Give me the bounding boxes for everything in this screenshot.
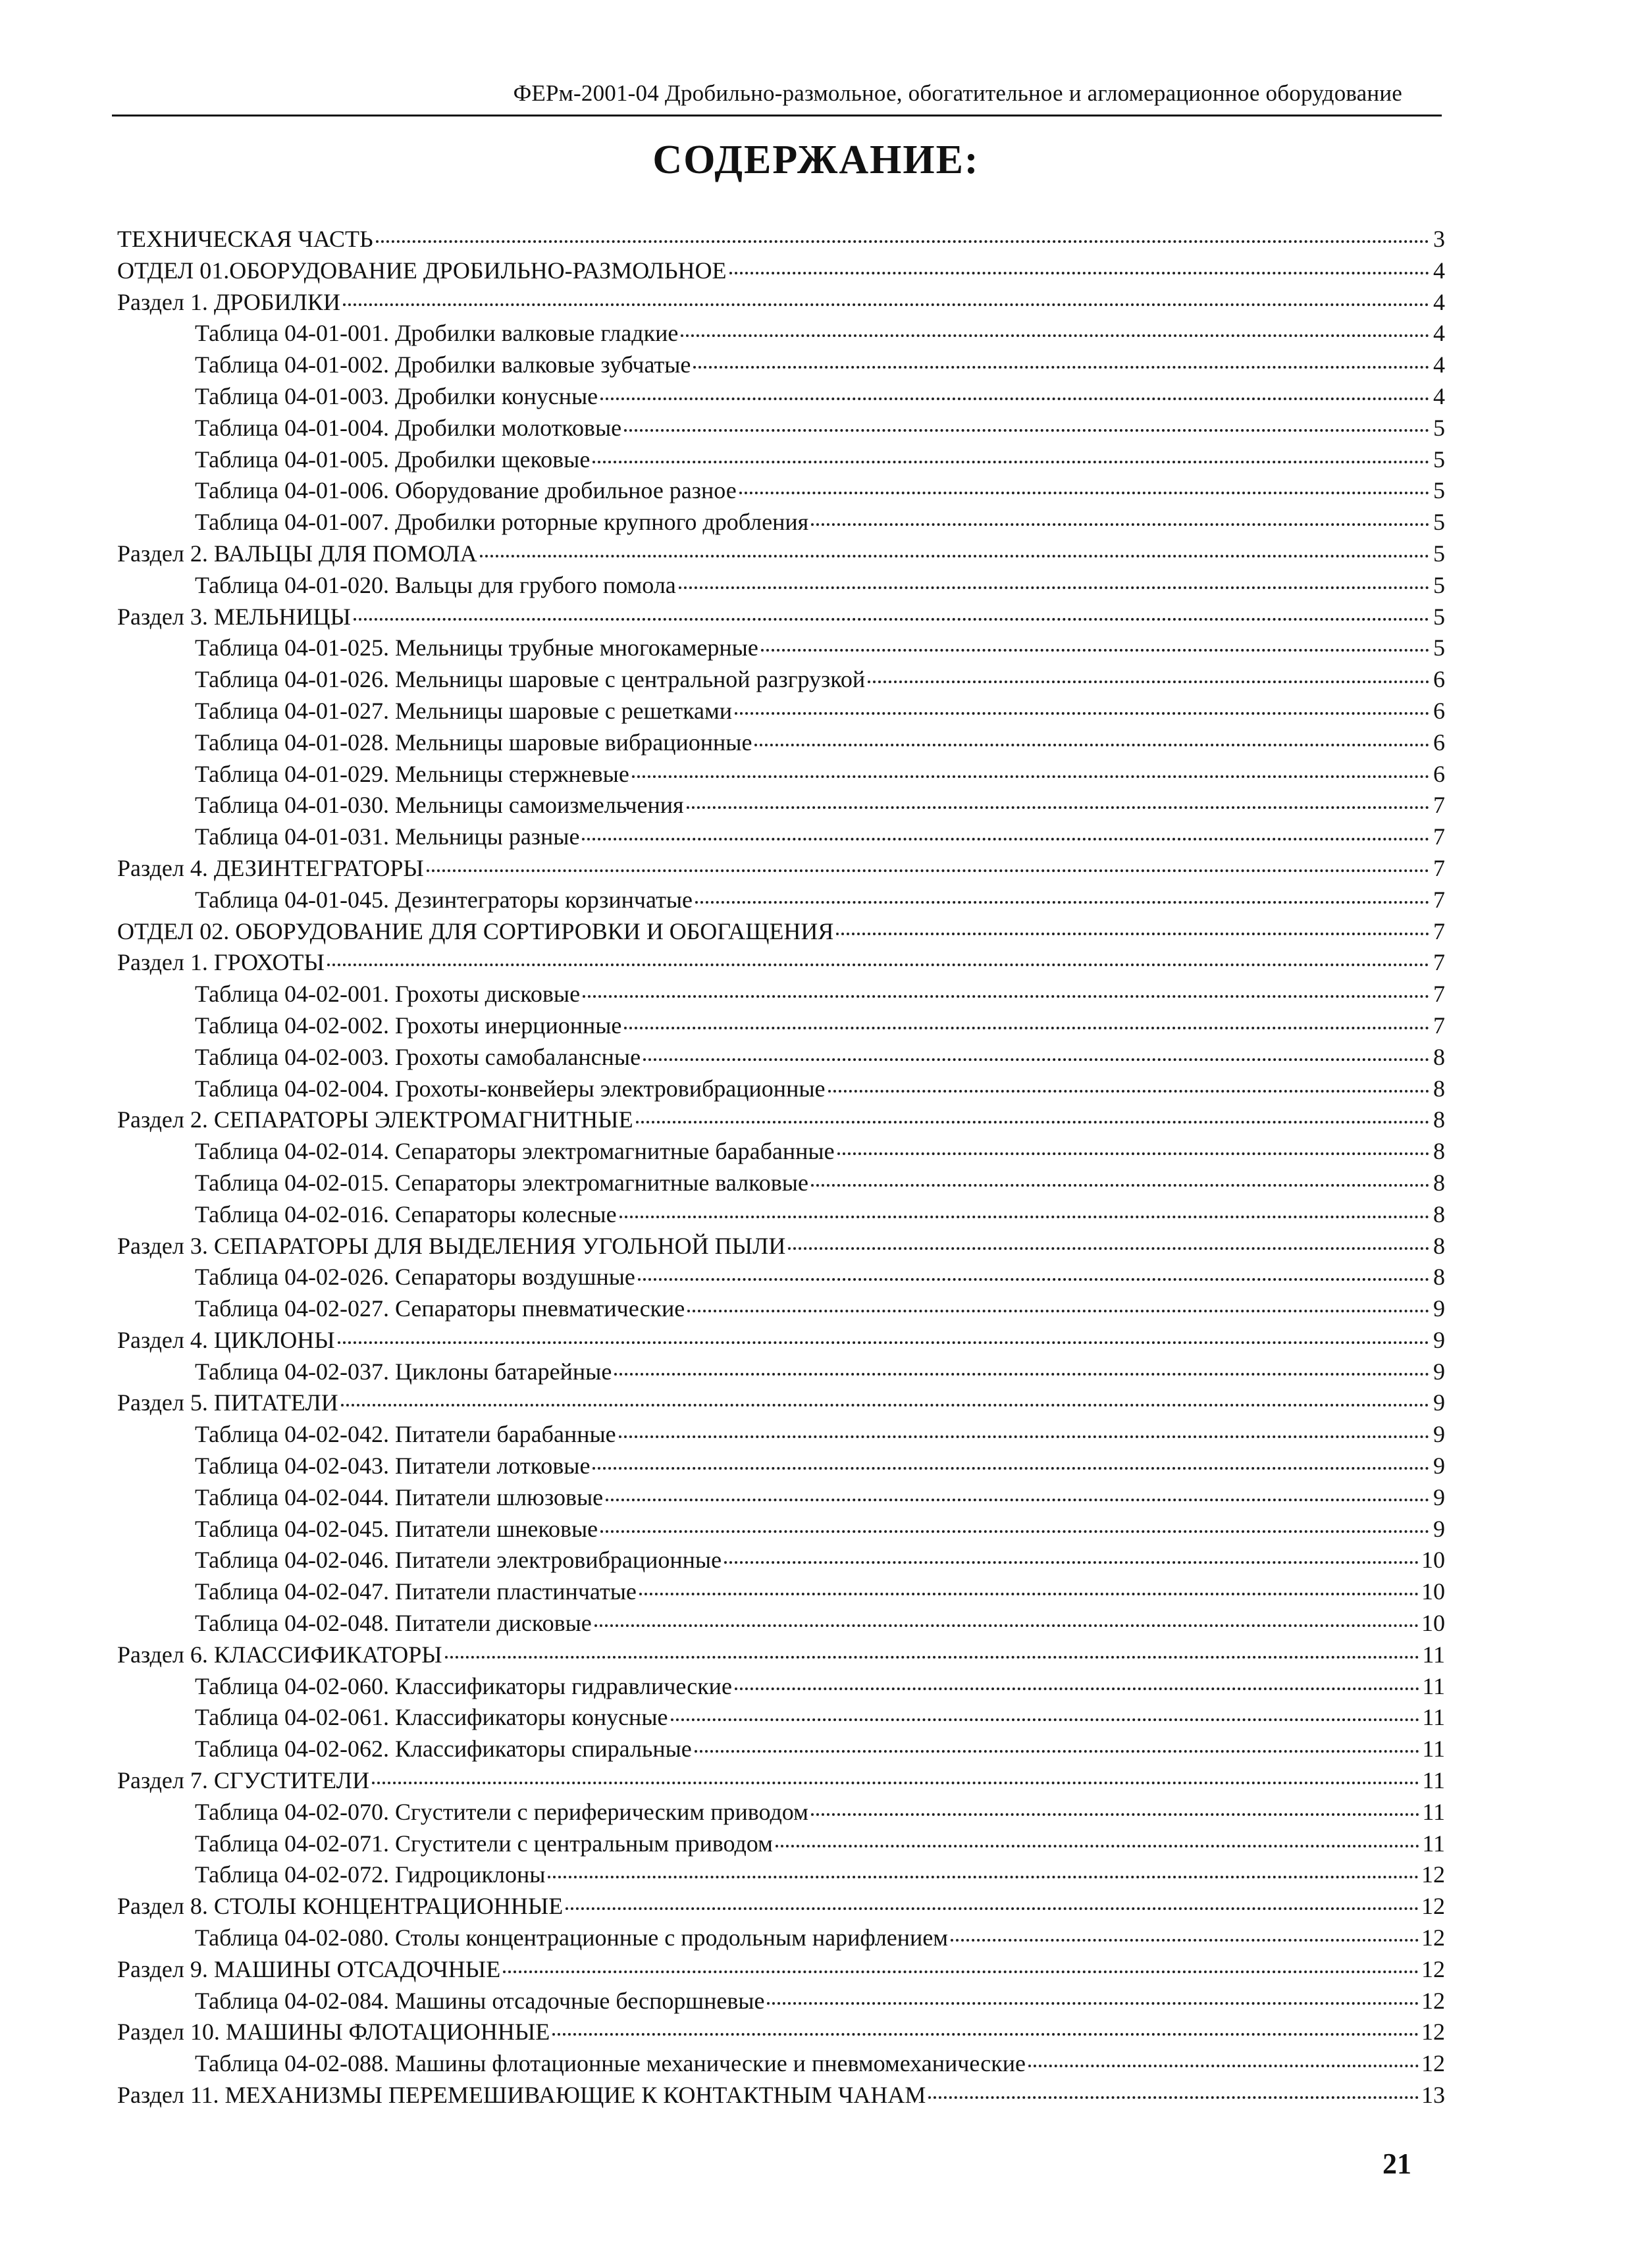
toc-entry-page: 12 [1421, 2050, 1445, 2077]
toc-entry-label: Таблица 04-02-003. Грохоты самобалансные [195, 1043, 641, 1070]
toc-entry-page: 4 [1433, 382, 1445, 409]
toc-table-entry[interactable] [117, 664, 1445, 696]
toc-table-entry[interactable] [117, 1859, 1445, 1891]
toc-entry-label: Таблица 04-02-048. Питатели дисковые [195, 1610, 592, 1637]
toc-entry-label: ОТДЕЛ 01.ОБОРУДОВАНИЕ ДРОБИЛЬНО-РАЗМОЛЬНОЕ [117, 257, 727, 284]
toc-table-entry[interactable] [117, 979, 1445, 1010]
toc-dot-leader [735, 1688, 1419, 1690]
toc-entry-label: Таблица 04-01-003. Дробилки конусные [195, 382, 598, 409]
toc-table-entry[interactable] [117, 821, 1445, 853]
toc-dot-leader [614, 1373, 1429, 1376]
toc-entry-label: Таблица 04-02-042. Питатели барабанные [195, 1421, 616, 1448]
toc-entry-label: Таблица 04-02-014. Сепараторы электромагнитные барабанные [195, 1138, 835, 1165]
toc-table-entry[interactable] [117, 475, 1445, 507]
toc-entry-label: Раздел 10. МАШИНЫ ФЛОТАЦИОННЫЕ [117, 2019, 550, 2046]
toc-dot-leader [427, 869, 1429, 872]
toc-entry-label: Таблица 04-02-047. Питатели пластинчатые [195, 1578, 637, 1605]
toc-entry-label: Таблица 04-02-070. Сгустители с периферическим приводом [195, 1798, 808, 1825]
toc-dot-leader [951, 1939, 1419, 1942]
toc-entry-page: 8 [1433, 1043, 1445, 1070]
toc-entry-page: 7 [1433, 981, 1445, 1008]
toc-entry-page: 5 [1433, 571, 1445, 598]
toc-entry-page: 4 [1433, 257, 1445, 284]
toc-dot-leader [583, 995, 1429, 998]
toc-dot-leader [724, 1561, 1419, 1564]
toc-entry-label: Таблица 04-01-045. Дезинтеграторы корзинчатые [195, 886, 693, 913]
toc-dot-leader [594, 1624, 1419, 1627]
toc-dot-leader [811, 523, 1429, 526]
toc-section-entry[interactable] [117, 1891, 1445, 1922]
toc-dot-leader [671, 1718, 1420, 1721]
toc-dot-leader [566, 1907, 1419, 1910]
toc-dot-leader [679, 586, 1429, 589]
toc-table-entry[interactable] [117, 1419, 1445, 1451]
toc-entry-page: 7 [1433, 823, 1445, 850]
toc-section-entry[interactable] [117, 2080, 1445, 2111]
toc-section-entry[interactable] [117, 287, 1445, 319]
toc-entry-label: ОТДЕЛ 02. ОБОРУДОВАНИЕ ДЛЯ СОРТИРОВКИ И ОБОГАЩЕНИЯ [117, 917, 834, 944]
toc-entry-label: Раздел 3. МЕЛЬНИЦЫ [117, 603, 351, 630]
toc-entry-page: 5 [1433, 446, 1445, 473]
toc-dot-leader [624, 1027, 1429, 1029]
toc-entry-label: Таблица 04-02-072. Гидроциклоны [195, 1861, 546, 1888]
toc-table-entry[interactable] [117, 1671, 1445, 1703]
toc-entry-page: 5 [1433, 603, 1445, 630]
toc-table-entry[interactable] [117, 885, 1445, 916]
toc-section-entry[interactable] [117, 1231, 1445, 1262]
toc-dot-leader [606, 1499, 1429, 1501]
toc-dot-leader [354, 618, 1429, 621]
toc-section-entry[interactable] [117, 853, 1445, 885]
toc-entry-label: Таблица 04-01-004. Дробилки молотковые [195, 414, 622, 441]
toc-entry-page: 11 [1422, 1830, 1445, 1857]
toc-entry-label: Таблица 04-02-061. Классификаторы конусные [195, 1704, 668, 1731]
page-title: СОДЕРЖАНИЕ: [652, 138, 980, 182]
toc-section-entry[interactable] [117, 1387, 1445, 1419]
toc-entry-label: Таблица 04-02-071. Сгустители с центральным приводом [195, 1830, 773, 1857]
toc-dot-leader [837, 1152, 1429, 1155]
toc-dot-leader [681, 334, 1429, 337]
toc-entry-label: Таблица 04-01-026. Мельницы шаровые с центральной разгрузкой [195, 666, 866, 693]
toc-entry-page: 8 [1433, 1169, 1445, 1196]
toc-table-entry[interactable] [117, 759, 1445, 790]
toc-dot-leader [811, 1184, 1429, 1187]
toc-table-entry[interactable] [117, 1356, 1445, 1388]
toc-entry-page: 5 [1433, 509, 1445, 536]
toc-dot-leader [1028, 2065, 1419, 2067]
toc-dot-leader [754, 744, 1429, 746]
page-number: 21 [1382, 2148, 1411, 2180]
toc-entry-label: Раздел 4. ДЕЗИНТЕГРАТОРЫ [117, 854, 424, 881]
toc-table-entry[interactable] [117, 1828, 1445, 1860]
toc-entry-label: Таблица 04-02-046. Питатели электровибрационные [195, 1547, 722, 1574]
toc-dot-leader [636, 1121, 1429, 1123]
toc-entry-page: 9 [1433, 1389, 1445, 1416]
toc-entry-page: 11 [1422, 1641, 1445, 1668]
toc-entry-label: ТЕХНИЧЕСКАЯ ЧАСТЬ [117, 226, 373, 252]
toc-entry-page: 12 [1421, 1893, 1445, 1920]
toc-table-entry[interactable] [117, 727, 1445, 759]
toc-dot-leader [480, 555, 1429, 557]
toc-dot-leader [445, 1656, 1420, 1659]
toc-entry-label: Раздел 6. КЛАССИФИКАТОРЫ [117, 1641, 442, 1668]
toc-section-entry[interactable] [117, 947, 1445, 979]
toc-entry-label: Таблица 04-02-062. Классификаторы спиральные [195, 1736, 692, 1763]
running-header [112, 79, 1442, 116]
toc-table-entry[interactable] [117, 632, 1445, 664]
toc-entry-page: 10 [1421, 1578, 1445, 1605]
toc-table-entry[interactable] [117, 1922, 1445, 1954]
toc-section-entry[interactable] [117, 2017, 1445, 2048]
toc-table-entry[interactable] [117, 413, 1445, 444]
toc-dot-leader [836, 933, 1429, 935]
toc-dot-leader [868, 681, 1429, 683]
toc-dot-leader [828, 1090, 1430, 1093]
toc-entry-page: 6 [1433, 760, 1445, 787]
running-header-title: ФЕРм-2001-04 Дробильно-размольное, обогатительное и агломерационное оборудование [513, 80, 1402, 106]
toc-entry-label: Таблица 04-02-004. Грохоты-конвейеры электровибрационные [195, 1075, 826, 1102]
toc-entry-label: Таблица 04-01-027. Мельницы шаровые с решетками [195, 697, 733, 724]
toc-entry-label: Раздел 2. ВАЛЬЦЫ ДЛЯ ПОМОЛА [117, 540, 477, 567]
toc-entry-page: 9 [1433, 1358, 1445, 1385]
toc-entry-page: 10 [1421, 1547, 1445, 1574]
toc-entry-page: 9 [1433, 1295, 1445, 1322]
toc-entry-page: 11 [1422, 1704, 1445, 1731]
toc-section-entry[interactable] [117, 224, 1445, 255]
toc-dot-leader [600, 1530, 1429, 1533]
toc-entry-page: 8 [1433, 1232, 1445, 1259]
toc-entry-label: Раздел 5. ПИТАТЕЛИ [117, 1389, 338, 1416]
toc-dot-leader [638, 1278, 1429, 1281]
toc-entry-label: Таблица 04-02-037. Циклоны батарейные [195, 1358, 612, 1385]
toc-table-entry[interactable] [117, 1734, 1445, 1765]
toc-table-entry[interactable] [117, 349, 1445, 381]
toc-dot-leader [372, 1782, 1419, 1784]
toc-dot-leader [619, 1216, 1429, 1218]
toc-section-entry[interactable] [117, 1765, 1445, 1797]
toc-table-entry[interactable] [117, 1136, 1445, 1168]
toc-dot-leader [767, 2002, 1419, 2005]
toc-section-entry[interactable] [117, 255, 1445, 287]
toc-dot-leader [600, 398, 1429, 400]
toc-dot-leader [503, 1971, 1419, 1973]
toc-entry-label: Таблица 04-02-045. Питатели шнековые [195, 1515, 598, 1542]
toc-entry-page: 12 [1421, 1861, 1445, 1888]
toc-entry-page: 7 [1433, 917, 1445, 944]
toc-entry-page: 9 [1433, 1453, 1445, 1480]
toc-table-entry[interactable] [117, 1262, 1445, 1293]
toc-table-entry[interactable] [117, 570, 1445, 602]
toc-table-entry[interactable] [117, 1545, 1445, 1576]
toc-entry-label: Таблица 04-02-027. Сепараторы пневматические [195, 1295, 685, 1322]
toc-entry-label: Таблица 04-01-025. Мельницы трубные многокамерные [195, 634, 758, 661]
toc-section-entry[interactable] [117, 916, 1445, 948]
toc-entry-label: Таблица 04-02-044. Питатели шлюзовые [195, 1483, 604, 1510]
toc-dot-leader [338, 1341, 1429, 1344]
toc-entry-label: Таблица 04-02-016. Сепараторы колесные [195, 1200, 617, 1227]
toc-entry-page: 5 [1433, 477, 1445, 504]
toc-section-entry[interactable] [117, 1104, 1445, 1136]
toc-dot-leader [341, 1404, 1429, 1406]
toc-dot-leader [552, 2033, 1419, 2036]
toc-entry-label: Раздел 2. СЕПАРАТОРЫ ЭЛЕКТРОМАГНИТНЫЕ [117, 1106, 633, 1133]
toc-dot-leader [761, 649, 1429, 652]
toc-entry-page: 10 [1421, 1610, 1445, 1637]
toc-section-entry[interactable] [117, 1639, 1445, 1671]
toc-table-entry[interactable] [117, 1482, 1445, 1514]
toc-entry-label: Раздел 3. СЕПАРАТОРЫ ДЛЯ ВЫДЕЛЕНИЯ УГОЛЬНОЙ ПЫЛИ [117, 1232, 786, 1259]
toc-entry-page: 8 [1433, 1075, 1445, 1102]
toc-dot-leader [592, 461, 1429, 463]
toc-entry-page: 7 [1433, 886, 1445, 913]
toc-entry-page: 8 [1433, 1106, 1445, 1133]
toc-entry-page: 11 [1422, 1736, 1445, 1763]
toc-table-entry[interactable] [117, 1168, 1445, 1199]
toc-entry-label: Таблица 04-01-020. Вальцы для грубого помола [195, 571, 676, 598]
toc-entry-label: Таблица 04-02-002. Грохоты инерционные [195, 1012, 622, 1039]
toc-entry-page: 7 [1433, 792, 1445, 819]
toc-entry-page: 7 [1433, 949, 1445, 976]
toc-dot-leader [619, 1435, 1429, 1438]
toc-section-entry[interactable] [117, 538, 1445, 570]
toc-dot-leader [632, 775, 1429, 778]
toc-entry-label: Таблица 04-02-026. Сепараторы воздушные [195, 1264, 635, 1291]
toc-entry-label: Таблица 04-01-006. Оборудование дробильное разное [195, 477, 737, 504]
toc-table-entry[interactable] [117, 1451, 1445, 1482]
toc-entry-page: 7 [1433, 854, 1445, 881]
toc-table-entry[interactable] [117, 507, 1445, 538]
toc-entry-label: Таблица 04-02-043. Питатели лотковые [195, 1453, 591, 1480]
toc-entry-label: Таблица 04-02-015. Сепараторы электромагнитные валковые [195, 1169, 808, 1196]
toc-dot-leader [729, 272, 1430, 274]
toc-entry-page: 4 [1433, 288, 1445, 315]
toc-entry-label: Раздел 1. ДРОБИЛКИ [117, 288, 340, 315]
toc-dot-leader [687, 1310, 1429, 1312]
toc-entry-label: Таблица 04-01-007. Дробилки роторные крупного дробления [195, 509, 809, 536]
toc-entry-page: 8 [1433, 1138, 1445, 1165]
toc-table-entry[interactable] [117, 1293, 1445, 1325]
toc-entry-page: 12 [1421, 1987, 1445, 2014]
toc-entry-page: 3 [1433, 226, 1445, 252]
toc-table-entry[interactable] [117, 1797, 1445, 1828]
toc-table-entry[interactable] [117, 1514, 1445, 1545]
toc-entry-page: 11 [1422, 1672, 1445, 1699]
toc-entry-label: Таблица 04-02-084. Машины отсадочные беспоршневые [195, 1987, 765, 2014]
toc-entry-label: Таблица 04-01-028. Мельницы шаровые вибрационные [195, 729, 752, 756]
toc-entry-page: 9 [1433, 1483, 1445, 1510]
toc-dot-leader [695, 1750, 1420, 1753]
toc-dot-leader [735, 712, 1429, 715]
toc-entry-label: Таблица 04-02-060. Классификаторы гидравлические [195, 1672, 732, 1699]
toc-table-entry[interactable] [117, 1010, 1445, 1042]
toc-entry-page: 6 [1433, 729, 1445, 756]
toc-table-entry[interactable] [117, 790, 1445, 821]
toc-entry-label: Таблица 04-01-002. Дробилки валковые зубчатые [195, 351, 691, 378]
toc-entry-page: 4 [1433, 351, 1445, 378]
toc-entry-page: 9 [1433, 1515, 1445, 1542]
toc-entry-page: 11 [1422, 1767, 1445, 1794]
toc-entry-page: 5 [1433, 540, 1445, 567]
toc-dot-leader [592, 1467, 1429, 1470]
toc-dot-leader [693, 366, 1429, 369]
toc-entry-label: Раздел 7. СГУСТИТЕЛИ [117, 1767, 370, 1794]
toc-dot-leader [548, 1876, 1419, 1878]
toc-dot-leader [788, 1247, 1429, 1250]
toc-table-entry[interactable] [117, 1199, 1445, 1231]
toc-entry-label: Таблица 04-02-080. Столы концентрационные с продольным нарифлением [195, 1924, 949, 1951]
toc-entry-label: Таблица 04-02-001. Грохоты дисковые [195, 981, 581, 1008]
toc-entry-page: 9 [1433, 1326, 1445, 1353]
toc-entry-page: 8 [1433, 1264, 1445, 1291]
toc-dot-leader [687, 806, 1429, 809]
toc-entry-label: Таблица 04-01-030. Мельницы самоизмельчения [195, 792, 684, 819]
toc-entry-label: Раздел 8. СТОЛЫ КОНЦЕНТРАЦИОННЫЕ [117, 1893, 564, 1920]
toc-dot-leader [582, 838, 1429, 840]
toc-table-entry[interactable] [117, 1073, 1445, 1105]
toc-dot-leader [776, 1845, 1419, 1847]
toc-entry-page: 7 [1433, 1012, 1445, 1039]
toc-entry-page: 13 [1421, 2082, 1445, 2109]
toc-section-entry[interactable] [117, 1325, 1445, 1356]
toc-table-entry[interactable] [117, 1042, 1445, 1073]
toc-entry-page: 8 [1433, 1200, 1445, 1227]
toc-entry-label: Таблица 04-01-001. Дробилки валковые гладкие [195, 320, 679, 347]
toc-dot-leader [624, 429, 1429, 432]
table-of-contents [117, 224, 1445, 2111]
toc-table-entry[interactable] [117, 1608, 1445, 1639]
toc-table-entry[interactable] [117, 1986, 1445, 2017]
toc-entry-label: Раздел 1. ГРОХОТЫ [117, 949, 325, 976]
toc-entry-page: 6 [1433, 666, 1445, 693]
toc-section-entry[interactable] [117, 602, 1445, 633]
toc-entry-page: 11 [1422, 1798, 1445, 1825]
toc-table-entry[interactable] [117, 2048, 1445, 2080]
toc-dot-leader [928, 2096, 1419, 2099]
toc-section-entry[interactable] [117, 1954, 1445, 1986]
toc-entry-page: 12 [1421, 2019, 1445, 2046]
toc-entry-label: Раздел 11. МЕХАНИЗМЫ ПЕРЕМЕШИВАЮЩИЕ К КОНТАКТНЫМ ЧАНАМ [117, 2082, 926, 2109]
toc-table-entry[interactable] [117, 444, 1445, 476]
toc-entry-page: 4 [1433, 320, 1445, 347]
toc-entry-label: Таблица 04-01-029. Мельницы стержневые [195, 760, 629, 787]
toc-entry-page: 12 [1421, 1955, 1445, 1982]
toc-entry-label: Таблица 04-02-088. Машины флотационные механические и пневмомеханические [195, 2050, 1026, 2077]
toc-dot-leader [695, 901, 1429, 904]
toc-entry-label: Раздел 4. ЦИКЛОНЫ [117, 1326, 335, 1353]
toc-table-entry[interactable] [117, 1576, 1445, 1608]
toc-entry-label: Раздел 9. МАШИНЫ ОТСАДОЧНЫЕ [117, 1955, 501, 1982]
toc-table-entry[interactable] [117, 381, 1445, 413]
toc-entry-page: 5 [1433, 414, 1445, 441]
toc-entry-page: 12 [1421, 1924, 1445, 1951]
toc-dot-leader [343, 303, 1429, 306]
toc-dot-leader [739, 492, 1429, 494]
toc-dot-leader [327, 964, 1429, 966]
toc-dot-leader [376, 240, 1429, 243]
toc-dot-leader [639, 1593, 1419, 1595]
toc-table-entry[interactable] [117, 1702, 1445, 1734]
toc-dot-leader [643, 1058, 1429, 1061]
toc-table-entry[interactable] [117, 318, 1445, 349]
toc-entry-label: Таблица 04-01-031. Мельницы разные [195, 823, 580, 850]
toc-entry-page: 6 [1433, 697, 1445, 724]
toc-entry-page: 9 [1433, 1421, 1445, 1448]
toc-dot-leader [811, 1813, 1419, 1816]
toc-entry-label: Таблица 04-01-005. Дробилки щековые [195, 446, 591, 473]
toc-entry-page: 5 [1433, 634, 1445, 661]
toc-table-entry[interactable] [117, 696, 1445, 727]
